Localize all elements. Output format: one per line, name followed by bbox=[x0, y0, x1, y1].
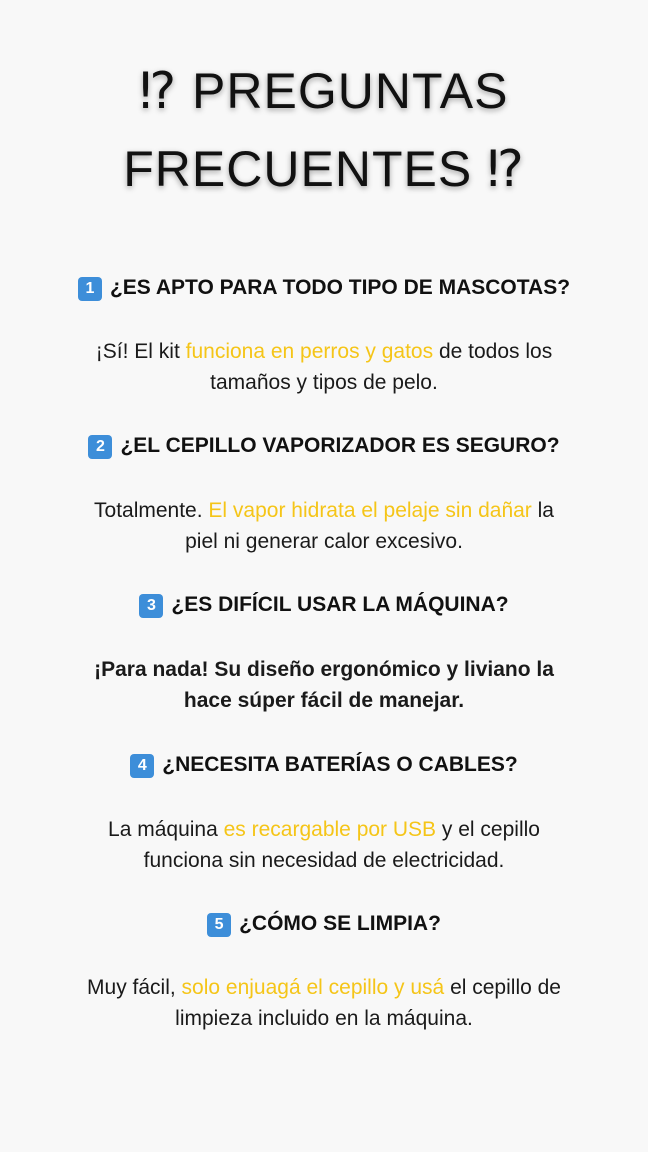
title-line-1: ⁉ PREGUNTAS bbox=[139, 63, 509, 119]
faq-question-4 bbox=[0, 751, 648, 779]
number-2-badge-icon: 2 bbox=[88, 435, 112, 459]
title-line-2: FRECUENTES ⁉ bbox=[123, 141, 525, 197]
faq-question-5-text: ¿CÓMO SE LIMPIA? bbox=[239, 912, 441, 935]
faq-answer-3-line-1: ¡Para nada! Su diseño ergonómico y liviano la bbox=[94, 658, 554, 681]
faq-question-4-text: ¿NECESITA BATERÍAS O CABLES? bbox=[162, 753, 518, 776]
number-4-badge-icon: 4 bbox=[130, 754, 154, 778]
faq-answer-1-line-2: tamaños y tipos de pelo. bbox=[210, 371, 438, 394]
faq-answer-1-highlight: funciona en perros y gatos bbox=[185, 340, 434, 363]
faq-answer-5-highlight: solo enjuagá el cepillo y usá bbox=[181, 976, 445, 999]
faq-answer-2-text-start: Totalmente. bbox=[94, 499, 209, 522]
faq-answer-2-text-end: la bbox=[531, 499, 554, 522]
faq-answer-1 bbox=[0, 336, 648, 398]
faq-answer-3-line-2: hace súper fácil de manejar. bbox=[183, 689, 465, 712]
faq-answer-5-line-2: limpieza incluido en la máquina. bbox=[175, 1007, 473, 1030]
page-title bbox=[0, 52, 648, 208]
faq-answer-3 bbox=[0, 654, 648, 716]
faq-answer-2-line-2: piel ni generar calor excesivo. bbox=[185, 530, 463, 553]
faq-answer-4-text-end: y el cepillo bbox=[436, 818, 540, 841]
faq-answer-4-line-2: funciona sin necesidad de electricidad. bbox=[143, 849, 505, 872]
faq-answer-2 bbox=[0, 495, 648, 557]
faq-answer-2-highlight: El vapor hidrata el pelaje sin dañar bbox=[208, 499, 532, 522]
faq-question-1 bbox=[0, 274, 648, 302]
faq-question-5 bbox=[0, 910, 648, 938]
faq-answer-4-highlight: es recargable por USB bbox=[223, 818, 437, 841]
faq-question-3 bbox=[0, 591, 648, 619]
number-1-badge-icon: 1 bbox=[78, 277, 102, 301]
faq-question-2 bbox=[0, 432, 648, 460]
faq-question-1-text: ¿ES APTO PARA TODO TIPO DE MASCOTAS? bbox=[109, 276, 571, 299]
faq-answer-5-text-start: Muy fácil, bbox=[87, 976, 182, 999]
faq-answer-4 bbox=[0, 814, 648, 876]
faq-answer-5-text-end: el cepillo de bbox=[444, 976, 561, 999]
number-5-badge-icon: 5 bbox=[207, 913, 231, 937]
faq-question-2-text: ¿EL CEPILLO VAPORIZADOR ES SEGURO? bbox=[120, 434, 560, 457]
faq-answer-5 bbox=[0, 972, 648, 1034]
faq-question-3-text: ¿ES DIFÍCIL USAR LA MÁQUINA? bbox=[171, 593, 509, 616]
number-3-badge-icon: 3 bbox=[139, 594, 163, 618]
faq-answer-1-text-start: ¡Sí! El kit bbox=[95, 340, 186, 363]
faq-answer-1-text-end: de todos los bbox=[433, 340, 553, 363]
faq-answer-4-text-start: La máquina bbox=[108, 818, 224, 841]
